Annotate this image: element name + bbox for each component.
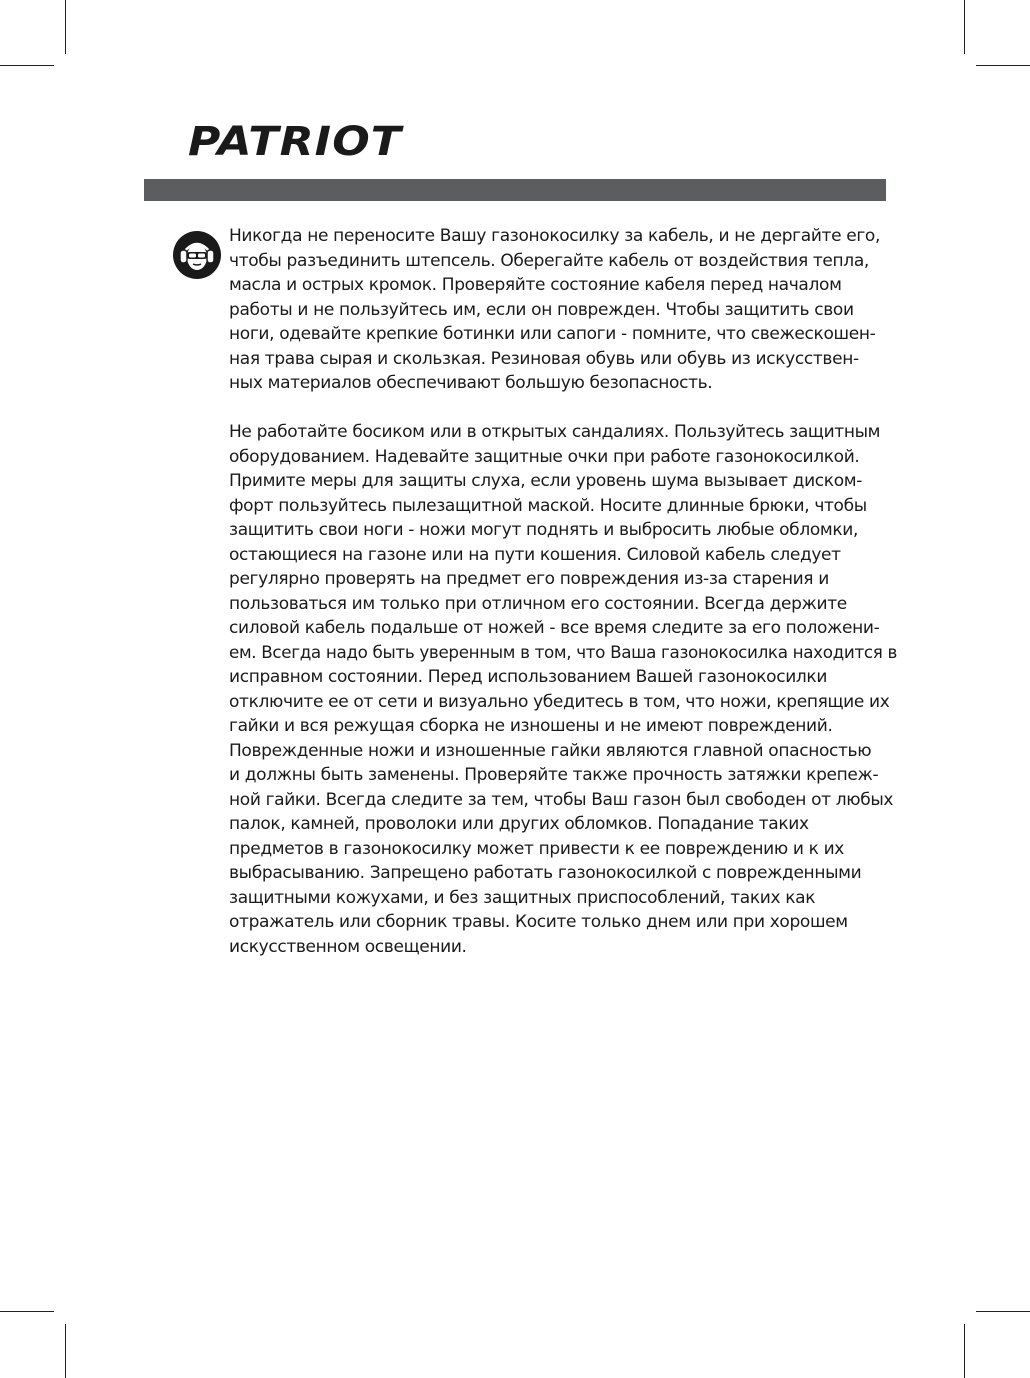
crop-mark-bottom-left-horizontal [0,1311,54,1312]
header-bar [144,179,886,201]
text-line: отключите ее от сети и визуально убедитесь в том, что ножи, крепящие их [229,691,890,712]
text-line: оборудованием. Надевайте защитные очки при работе газонокосилкой. [229,446,860,467]
text-line: регулярно проверять на предмет его повреждения из-за старения и [229,569,829,589]
text-line: форт пользуйтесь пылезащитной маской. Носите длинные брюки, чтобы [229,495,867,516]
text-line: и должны быть заменены. Проверяйте также прочность затяжки крепеж- [229,765,879,785]
text-line: предметов в газонокосилку может привести к ее повреждению и к их [229,838,844,859]
text-line: ем. Всегда надо быть уверенным в том, что Ваша газонокосилка находится в [229,642,897,663]
safety-goggles-earmuffs-icon [172,230,222,280]
text-line: ная трава сырая и скользкая. Резиновая обувь или обувь из искусствен- [229,348,859,369]
brand-logo-text: PATRIOT [188,119,404,162]
text-line: работы и не пользуйтесь им, если он поврежден. Чтобы защитить свои [229,299,854,320]
crop-mark-bottom-left-vertical [65,1324,66,1378]
text-line: защитить свои ноги - ножи могут поднять и выбросить любые обломки, [229,520,859,540]
paragraph-protective-equipment [229,420,899,959]
text-line: защитными кожухами, и без защитных приспособлений, таких как [229,887,816,908]
text-line: выбрасыванию. Запрещено работать газонокосилкой с поврежденными [229,863,862,883]
text-line: Поврежденные ножи и изношенные гайки являются главной опасностью [229,740,872,761]
text-line: Никогда не переносите Вашу газонокосилку за кабель, и не дергайте его, [229,226,881,246]
brand-logo [186,118,406,162]
text-line: ных материалов обеспечивают большую безопасность. [229,373,713,393]
crop-mark-top-left-vertical [65,0,66,54]
crop-mark-top-right-vertical [964,0,965,54]
text-line: исправном состоянии. Перед использованием Вашей газонокосилки [229,667,828,687]
text-line: чтобы разъединить штепсель. Оберегайте кабель от воздействия тепла, [229,250,869,271]
crop-mark-bottom-right-horizontal [976,1311,1030,1312]
text-line: Примите меры для защиты слуха, если уровень шума вызывает диском- [229,471,863,491]
text-line: палок, камней, проволоки или других обломков. Попадание таких [229,814,809,834]
crop-mark-bottom-right-vertical [964,1324,965,1378]
text-line: Не работайте босиком или в открытых сандалиях. Пользуйтесь защитным [229,422,881,442]
text-line: гайки и вся режущая сборка не изношены и не имеют повреждений. [229,716,833,736]
text-line: ноги, одевайте крепкие ботинки или сапоги - помните, что свежескошен- [229,324,876,344]
text-line: пользоваться им только при отличном его состоянии. Всегда держите [229,593,847,614]
crop-mark-top-left-horizontal [0,65,54,66]
paragraph-cable-and-footwear [229,224,899,396]
text-line: ной гайки. Всегда следите за тем, чтобы Ваш газон был свободен от любых [229,789,894,810]
text-line: отражатель или сборник травы. Косите только днем или при хорошем [229,912,848,932]
text-line: искусственном освещении. [229,936,467,957]
text-line: остающиеся на газоне или на пути кошения. Силовой кабель следует [229,544,841,565]
text-line: силовой кабель подальше от ножей - все время следите за его положени- [229,618,880,638]
text-line: масла и острых кромок. Проверяйте состояние кабеля перед началом [229,275,842,295]
crop-mark-top-right-horizontal [976,65,1030,66]
safety-instructions [229,224,899,959]
